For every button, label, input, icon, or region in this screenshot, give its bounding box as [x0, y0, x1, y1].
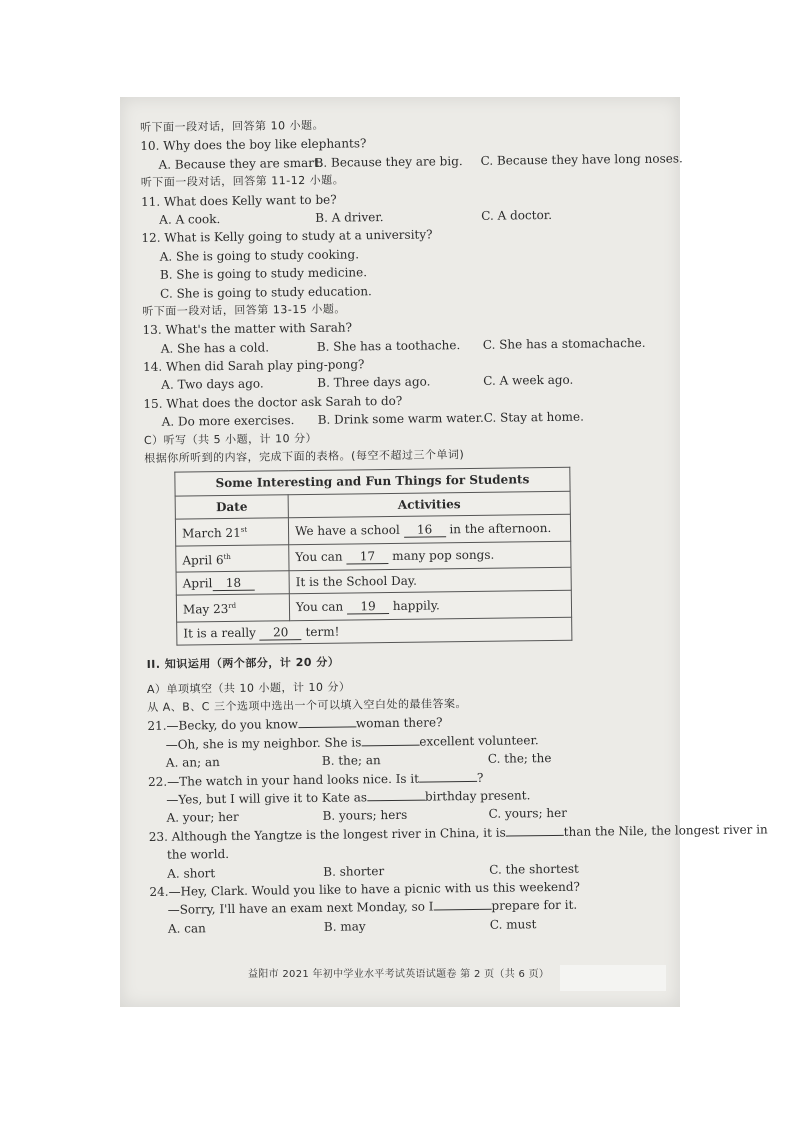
- option-c[interactable]: C. must: [489, 916, 537, 932]
- option-b[interactable]: B. Because they are big.: [314, 153, 463, 170]
- option-a[interactable]: A. Do more exercises.: [161, 413, 295, 430]
- section-c-instruction: 根据你所听到的内容，完成下面的表格。(每空不超过三个单词): [144, 448, 465, 466]
- table-cell-final: It is a really 20 term!: [177, 617, 572, 645]
- exam-paper: [120, 97, 768, 1007]
- option-b[interactable]: B. Three days ago.: [317, 374, 431, 391]
- option-c[interactable]: C. Because they have long noses.: [480, 151, 683, 168]
- answer-blank[interactable]: 19: [347, 599, 389, 615]
- answer-blank-22b[interactable]: [367, 800, 425, 802]
- table-cell-date: May 23rd: [176, 594, 289, 622]
- option-a[interactable]: A. A cook.: [159, 211, 221, 227]
- listening-questions: [140, 113, 683, 432]
- question-text: 12. What is Kelly going to study at a university?: [141, 227, 433, 246]
- answer-blank-21a[interactable]: [298, 727, 356, 729]
- question-text: 15. What does the doctor ask Sarah to do?: [143, 393, 403, 411]
- option-c[interactable]: C. She has a stomachache.: [482, 335, 646, 352]
- question-24-line1: 24.—Hey, Clark. Would you like to have a picnic with us this weekend?: [149, 879, 580, 899]
- table-header-activities: Activities: [288, 491, 570, 518]
- section-instruction: 听下面一段对话，回答第 13-15 小题。: [142, 302, 346, 318]
- answer-blank-24[interactable]: [434, 909, 492, 911]
- option-a[interactable]: A. Two days ago.: [161, 376, 264, 393]
- answer-blank-21b[interactable]: [361, 744, 419, 746]
- option-b[interactable]: B. Drink some warm water.: [317, 411, 484, 428]
- table-cell-date: March 21st: [175, 518, 288, 546]
- option-b[interactable]: B. may: [323, 919, 366, 934]
- table-cell-activity: It is the School Day.: [289, 567, 571, 594]
- answer-blank-20[interactable]: 20: [260, 625, 302, 641]
- table-cell-date: April 6th: [176, 544, 289, 572]
- option-a[interactable]: A. short: [167, 865, 216, 881]
- question-24-line2: —Sorry, I'll have an exam next Monday, so I prepare for it.: [167, 898, 578, 918]
- table-header-date: Date: [175, 495, 288, 520]
- option-c[interactable]: C. A week ago.: [483, 373, 574, 389]
- table-title: Some Interesting and Fun Things for Students: [175, 468, 570, 496]
- question-22-line1: 22.—The watch in your hand looks nice. Is it ?: [148, 770, 484, 789]
- option-c[interactable]: C. Stay at home.: [483, 409, 584, 426]
- question-text: 11. What does Kelly want to be?: [140, 192, 337, 209]
- option-c[interactable]: C. the; the: [487, 751, 552, 767]
- redaction-box: [560, 965, 666, 991]
- question-23-line2: the world.: [166, 847, 230, 862]
- question-text: 10. Why does the boy like elephants?: [140, 136, 367, 154]
- option-b[interactable]: B. the; an: [321, 753, 381, 769]
- option-a[interactable]: A. your; her: [166, 810, 239, 826]
- part2-title: II. 知识运用（两个部分，计 20 分）: [146, 655, 340, 672]
- option-b[interactable]: B. She has a toothache.: [316, 337, 461, 354]
- table-row-final: [177, 617, 572, 645]
- activities-table: [174, 467, 572, 646]
- table-body: [175, 515, 571, 622]
- option-c[interactable]: C. A doctor.: [481, 207, 553, 223]
- option-b[interactable]: B. shorter: [323, 863, 385, 879]
- option-b[interactable]: B. yours; hers: [322, 808, 408, 824]
- answer-option-line[interactable]: C. She is going to study education.: [160, 283, 372, 301]
- answer-option-line[interactable]: B. She is going to study medicine.: [159, 265, 368, 282]
- option-a[interactable]: A. Because they are smart.: [158, 155, 323, 172]
- section-c-title: C）听写（共 5 小题，计 10 分）: [143, 431, 318, 447]
- table-cell-activity: We have a school 16 in the afternoon.: [288, 515, 570, 545]
- answer-blank[interactable]: 17: [346, 549, 388, 565]
- question-text: 14. When did Sarah play ping-pong?: [142, 357, 365, 375]
- page-footer: 益阳市 2021 年初中学业水平考试英语试题卷 第 2 页（共 6 页）: [248, 969, 550, 980]
- answer-blank[interactable]: 16: [403, 522, 445, 538]
- question-23-line1: 23. Although the Yangtze is the longest river in China, it is than the Nile, the longest river in: [148, 822, 768, 844]
- table-cell-activity: You can 19 happily.: [289, 591, 571, 621]
- part2-subtitle: A）单项填空（共 10 小题，计 10 分）: [146, 680, 351, 696]
- option-a[interactable]: A. She has a cold.: [160, 340, 270, 356]
- question-text: 13. What's the matter with Sarah?: [142, 320, 353, 338]
- question-21-line2: —Oh, she is my neighbor. She is excellent volunteer.: [165, 733, 539, 752]
- question-22-line2: —Yes, but I will give it to Kate as birthday present.: [166, 788, 531, 807]
- section-instruction: 听下面一段对话，回答第 10 小题。: [140, 118, 325, 134]
- option-c[interactable]: C. the shortest: [489, 861, 579, 877]
- option-a[interactable]: A. an; an: [165, 755, 220, 770]
- answer-blank-22a[interactable]: [419, 781, 477, 783]
- answer-option-line[interactable]: A. She is going to study cooking.: [159, 247, 360, 264]
- table-cell-activity: You can 17 many pop songs.: [289, 541, 571, 571]
- exam-content: [140, 113, 768, 939]
- option-a[interactable]: A. can: [167, 920, 206, 936]
- answer-blank[interactable]: 18: [212, 576, 254, 592]
- option-c[interactable]: C. yours; her: [488, 806, 568, 822]
- section-instruction: 听下面一段对话，回答第 11-12 小题。: [140, 173, 345, 190]
- option-b[interactable]: B. A driver.: [315, 209, 384, 225]
- part2-instruction: 从 A、B、C 三个选项中选出一个可以填入空白处的最佳答案。: [147, 697, 467, 715]
- answer-blank-23[interactable]: [506, 835, 564, 837]
- question-21-line1: 21.—Becky, do you know woman there?: [147, 715, 443, 734]
- table-cell-date: April 18: [176, 571, 289, 596]
